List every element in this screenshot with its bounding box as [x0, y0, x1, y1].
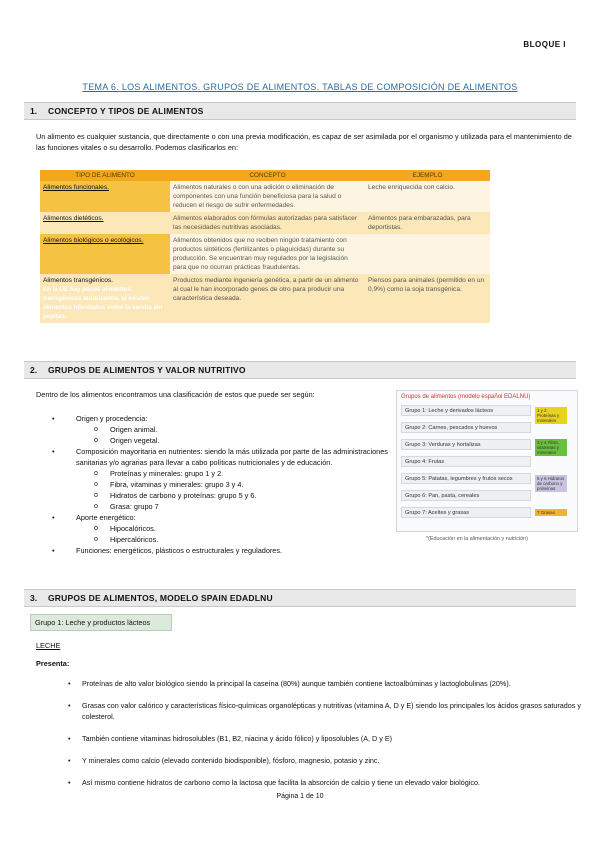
sub-list-item: o Fibra, vitaminas y minerales: grupo 3 y 4.: [94, 479, 394, 490]
food-type: Alimentos dietéticos.: [43, 215, 104, 222]
food-type: Alimentos funcionales.: [43, 184, 109, 191]
food-example: [365, 234, 490, 274]
list-item: [64, 545, 394, 556]
table-row: [40, 274, 490, 323]
group-tag: 3 y 4 Fibra, vitaminas y minerales: [535, 439, 567, 456]
food-type: Alimentos transgénicos.: [43, 277, 114, 284]
food-types-table: [40, 170, 490, 323]
sub-list-item: o Hipercalóricos.: [94, 534, 394, 545]
figure-frame: [396, 390, 578, 532]
list-item-label: Origen y procedencia:: [76, 414, 148, 423]
block-label: BLOQUE I: [523, 40, 566, 49]
leche-subheading: LECHE: [36, 641, 61, 650]
table-row: [40, 181, 490, 212]
food-concept: Productos mediante ingeniería genética, a partir de un alimento al cual le han incorporado genes de otro para producir una característica deseada.: [170, 274, 365, 323]
list-item: • Y minerales como calcio (elevado contenido biodisponible), fósforo, magnesio, potasio y zinc.: [82, 755, 582, 766]
figure-title: Grupos de alimentos (modelo español EDALNU): [401, 394, 531, 400]
food-groups-figure: [396, 390, 578, 550]
table-row: [40, 212, 490, 234]
section-1-heading: [24, 102, 576, 120]
list-item-label: Aporte energético:: [76, 513, 136, 522]
list-item: • Grasas con valor calórico y características físico-químicas organolépticas y nutritivas (vitamina A, D y E) siendo los principales los ácidos grasos saturados y colesterol.: [82, 700, 582, 722]
food-group: Grupo 3: Verduras y hortalizas: [401, 439, 531, 450]
food-group: Grupo 1: Leche y derivados lácteos: [401, 405, 531, 416]
food-example: Piensos para animales (permitido en un 0,9%) como la soja transgénica.: [365, 274, 490, 323]
section-number: 1.: [30, 106, 38, 116]
section-2-heading: [24, 361, 576, 379]
food-group: Grupo 4: Frutas: [401, 456, 531, 467]
presenta-label: Presenta:: [36, 659, 70, 668]
list-item: • También contiene vitaminas hidrosolubles (B1, B2, niacina y ácido fólico) y liposolubles (A, D y E): [82, 733, 582, 744]
food-type: Alimentos biológicos o ecológicos.: [43, 237, 144, 244]
figure-caption: *(Educación en la alimentación y nutrición): [426, 536, 528, 542]
sub-list-item: o Hidratos de carbono y proteínas: grupo 5 y 6.: [94, 490, 394, 501]
section-2-intro: Dentro de los alimentos encontramos una clasificación de estos que puede ser según:: [36, 390, 315, 399]
food-example: Leche enriquecida con calcio.: [365, 181, 490, 212]
sub-list-item: o Origen animal.: [94, 424, 394, 435]
group-tag: 1 y 2 Proteínas y minerales: [535, 407, 567, 424]
food-type-note: En la UE hay pocos alimentos transgénicos autorizados, si existen alimentos híbridados como la sandía sin pepitas.: [43, 286, 163, 320]
food-concept: Alimentos naturales o con una adición o eliminación de componentes con una función beneficiosa para la salud o reducen el riesgo de sufrir enfermedades.: [170, 181, 365, 212]
section-title: GRUPOS DE ALIMENTOS, MODELO SPAIN EDADLNU: [48, 593, 273, 603]
list-item: [64, 512, 394, 545]
section-1-intro: Un alimento es cualquier sustancia, que directamente o con una previa modificación, es capaz de ser asimilada por el organismo y utilizada para el mantenimiento de las funciones vitales o su desarrollo. Podemos clasificarlos en:: [36, 132, 572, 152]
food-group: Grupo 6: Pan, pasta, cereales: [401, 490, 531, 501]
topic-title: TEMA 6. LOS ALIMENTOS. GRUPOS DE ALIMENTOS. TABLAS DE COMPOSICIÓN DE ALIMENTOS: [82, 82, 518, 92]
food-concept: Alimentos elaborados con fórmulas autorizadas para satisfacer las necesidades nutritivas asociadas.: [170, 212, 365, 234]
group-1-label: Grupo 1: Leche y productos lácteos: [30, 614, 172, 631]
sub-list-item: o Origen vegetal.: [94, 435, 394, 446]
milk-properties-list: [82, 678, 582, 799]
list-item-label: Funciones: energéticos, plásticos o estructurales y reguladores.: [76, 546, 283, 555]
food-group: Grupo 5: Patatas, legumbres y frutos secos: [401, 473, 531, 484]
section-title: CONCEPTO Y TIPOS DE ALIMENTOS: [48, 106, 204, 116]
group-tag: 7 Grasas: [535, 509, 567, 516]
food-group: Grupo 2: Carnes, pescados y huevos: [401, 422, 531, 433]
table-header: EJEMPLO: [365, 170, 490, 181]
list-item-label: Composición mayoritaria en nutrientes: siendo la más utilizada por parte de las administraciones sanitarias y/o agrarias para llevar a cabo políticas nutricionales y de educación.: [76, 447, 388, 467]
food-example: Alimentos para embarazadas, para deportistas.: [365, 212, 490, 234]
section-3-heading: [24, 589, 576, 607]
sub-list-item: o Hipocalóricos.: [94, 523, 394, 534]
section-title: GRUPOS DE ALIMENTOS Y VALOR NUTRITIVO: [48, 365, 246, 375]
section-number: 2.: [30, 365, 38, 375]
table-row: [40, 234, 490, 274]
food-group: Grupo 7: Aceites y grasas: [401, 507, 531, 518]
list-item: • Así mismo contiene hidratos de carbono como la lactosa que facilita la absorción de calcio y tiene un elevado valor biológico.: [82, 777, 582, 788]
list-item: • Proteínas de alto valor biológico siendo la principal la caseína (80%) aunque también contiene lactoalbúminas y lactoglobulinas (20%).: [82, 678, 582, 689]
group-tag: 5 y 6 Hidratos de carbono y proteínas: [535, 475, 567, 492]
sub-list-item: o Proteínas y minerales: grupo 1 y 2.: [94, 468, 394, 479]
table-header: TIPO DE ALIMENTO: [40, 170, 170, 181]
list-item: [64, 413, 394, 446]
table-header: CONCEPTO: [170, 170, 365, 181]
sub-list-item: o Grasa: grupo 7: [94, 501, 394, 512]
food-concept: Alimentos obtenidos que no reciben ningún tratamiento con productos sintéticos (fertilizantes o plaguicidas) durante su producción. Se encuentran muy regulados por la legislación para que no ocurran prácticas fraudulentas.: [170, 234, 365, 274]
classification-list: [64, 413, 394, 556]
section-number: 3.: [30, 593, 38, 603]
page-number: Página 1 de 10: [276, 793, 324, 800]
list-item: [64, 446, 394, 512]
